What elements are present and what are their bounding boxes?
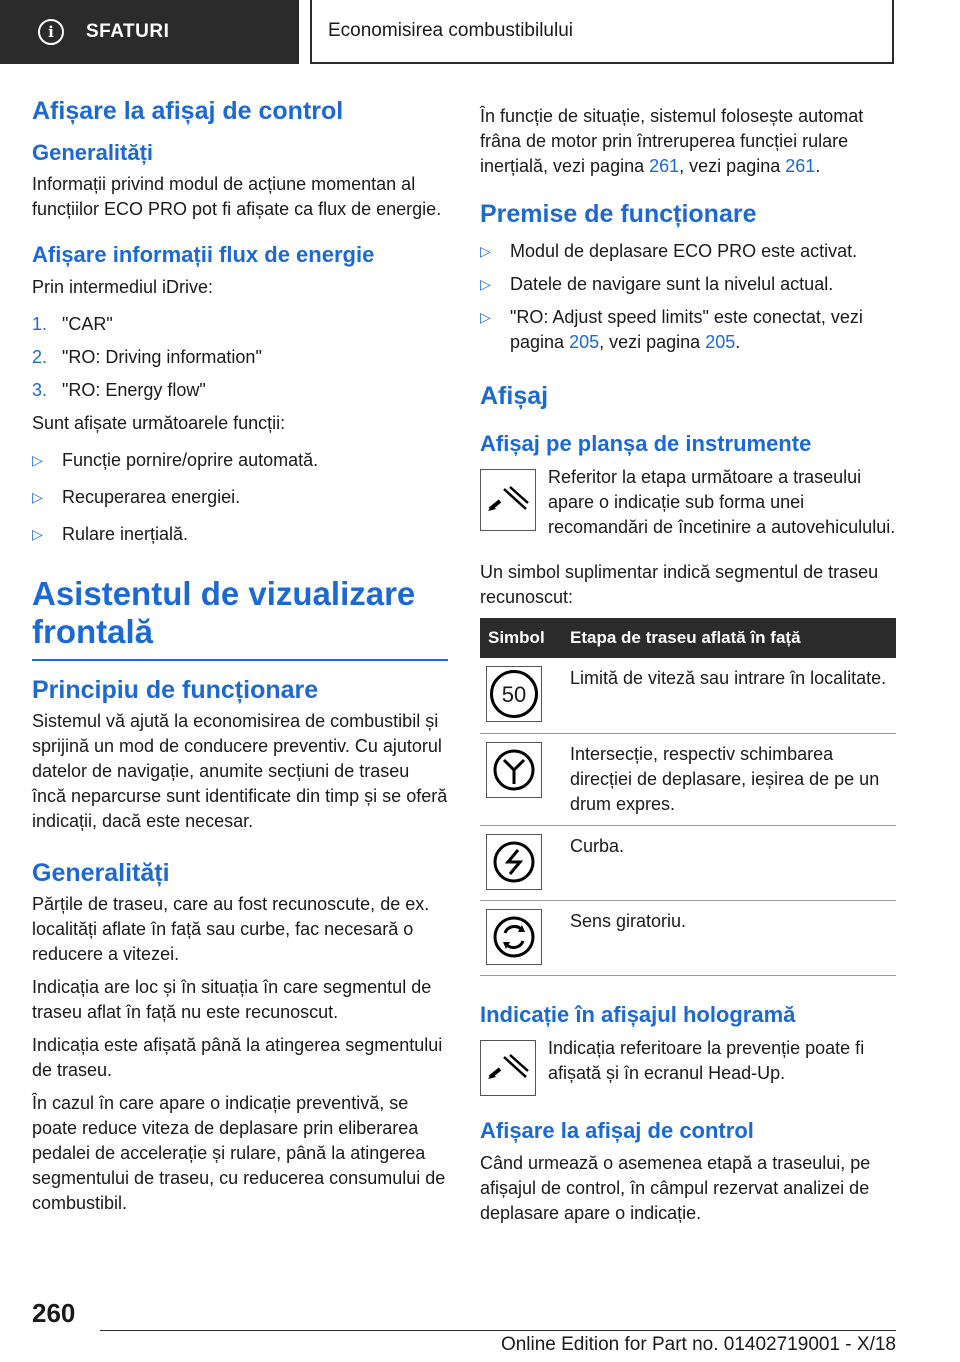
intersection-icon [486,742,542,798]
paragraph: Când urmează o asemenea etapă a traseului, pe afișajul de control, în câmpul rezervat analizei de deplasare apare o indicație. [480,1152,871,1223]
bullet-triangle-icon: ▷ [32,451,43,468]
page-link[interactable]: 205 [569,332,600,352]
bullet-triangle-icon: ▷ [480,309,491,325]
paragraph: În cazul în care apare o indicație preventivă, se poate reduce viteza de deplasare prin eliberarea pedalei de accelerație și rulare, până la atingerea segmentului de traseu, cu reducerea consumului de combustibil. [32,1092,446,1213]
table-header [480,618,896,658]
list-item: ▷ Datele de navigare sunt la nivelul actual. [480,272,896,297]
table-header-cell: Etapa de traseu aflată în față [562,618,896,658]
table-row: 50 Limită de viteză sau intrare în localitate. [480,658,896,733]
bullet-triangle-icon: ▷ [32,488,43,505]
bullet-triangle-icon: ▷ [480,243,491,259]
paragraph: Indicația referitoare la prevenție poate fi afișată și în ecranul Head-Up. [548,1038,865,1084]
bullet-triangle-icon: ▷ [32,525,43,542]
paragraph: Sistemul vă ajută la economisirea de combustibil și sprijină un mod de conducere preventiv. Cu ajutorul datelor de navigație, anumite secțiuni de traseu încă neparcurse sunt identificate din timp și se oferă indicații, dacă este necesar. [32,710,448,831]
speed-limit-icon: 50 [486,666,542,722]
heading-afisare-control: Afișare la afișaj de control [480,1118,754,1144]
table-row: Curba. [480,825,896,900]
list-item: ▷ Funcție pornire/oprire automată. [32,448,448,473]
page-number: 260 [32,1298,76,1328]
section-label: SFATURI [86,21,170,42]
paragraph: Un simbol suplimentar indică segmentul de traseu recunoscut: [480,562,879,608]
right-column [480,104,896,1234]
chapter-title: Economisirea combustibilului [328,20,573,41]
heading-afisaj: Afișaj [480,382,549,410]
heading-holograma: Indicație în afișajul hologramă [480,1001,796,1027]
slow-down-icon [480,469,536,531]
heading-afisare: Afișare la afișaj de control [32,97,344,125]
paragraph: În funcție de situație, sistemul folosește automat frâna de motor prin întreruperea funcției rulare inerțială, vezi pagina 261, vezi pagina 261. [480,106,864,176]
bullet-triangle-icon: ▷ [480,276,491,292]
paragraph: Părțile de traseu, care au fost recunoscute, de ex. localități aflate în față sau curbe, fac necesară o reducere a vitezei. [32,893,430,964]
table-row: Intersecție, respectiv schimbarea direcției de deplasare, ieșirea de pe un drum expres. [480,733,896,825]
slow-down-icon [480,1040,536,1096]
header-chapter [310,0,894,64]
page-link[interactable]: 205 [705,332,736,352]
paragraph: Referitor la etapa următoare a traseului apare o indicație sub forma unei recomandări de încetinire a autovehiculului. [548,467,896,538]
roundabout-icon [486,909,542,965]
paragraph: Informații privind modul de acțiune momentan al funcțiilor ECO PRO pot fi afișate ca flux de energie. [32,174,442,220]
symbol-table [480,618,896,976]
list-item: ▷ Rulare inerțială. [32,522,448,547]
info-icon: i [38,19,64,45]
edition-text: Online Edition for Part no. 01402719001 - X/18 [500,1334,896,1355]
footer-divider [100,1330,896,1331]
heading-generalitati-1: Generalități [32,140,154,165]
paragraph: Sunt afișate următoarele funcții: [32,412,286,433]
list-item: 3. "RO: Energy flow" [32,379,206,400]
list-item: ▷ "RO: Adjust speed limits" este conectat, vezi pagina 205, vezi pagina 205. [480,305,896,355]
heading-generalitati-2: Generalități [32,858,170,887]
heading-premise: Premise de funcționare [480,200,757,228]
header-section-tab [0,0,299,64]
divider [32,659,448,661]
paragraph: Indicația are loc și în situația în care segmentul de traseu aflat în față nu este recunoscut. [32,976,432,1022]
page-link[interactable]: 261 [785,156,816,176]
table-row: Sens giratoriu. [480,900,896,975]
indicator-row [480,1036,896,1096]
table-header-cell: Simbol [480,618,562,658]
list-item: ▷ Modul de deplasare ECO PRO este activat. [480,239,896,264]
list-item: 1. "CAR" [32,313,113,334]
heading-principiu: Principiu de funcționare [32,675,319,704]
paragraph: Indicația este afișată până la atingerea segmentului de traseu. [32,1034,443,1080]
heading-asistent: Asistentul de vizualizare frontală [32,574,416,650]
list-item: 2. "RO: Driving information" [32,346,262,367]
indicator-row [480,465,896,548]
curve-icon [486,834,542,890]
heading-flux: Afișare informații flux de energie [32,242,375,268]
page-link[interactable]: 261 [649,156,680,176]
heading-plansa: Afișaj pe planșa de instrumente [480,431,812,456]
list-item: ▷ Recuperarea energiei. [32,485,448,510]
paragraph: Prin intermediul iDrive: [32,276,214,297]
left-column [32,96,448,1224]
